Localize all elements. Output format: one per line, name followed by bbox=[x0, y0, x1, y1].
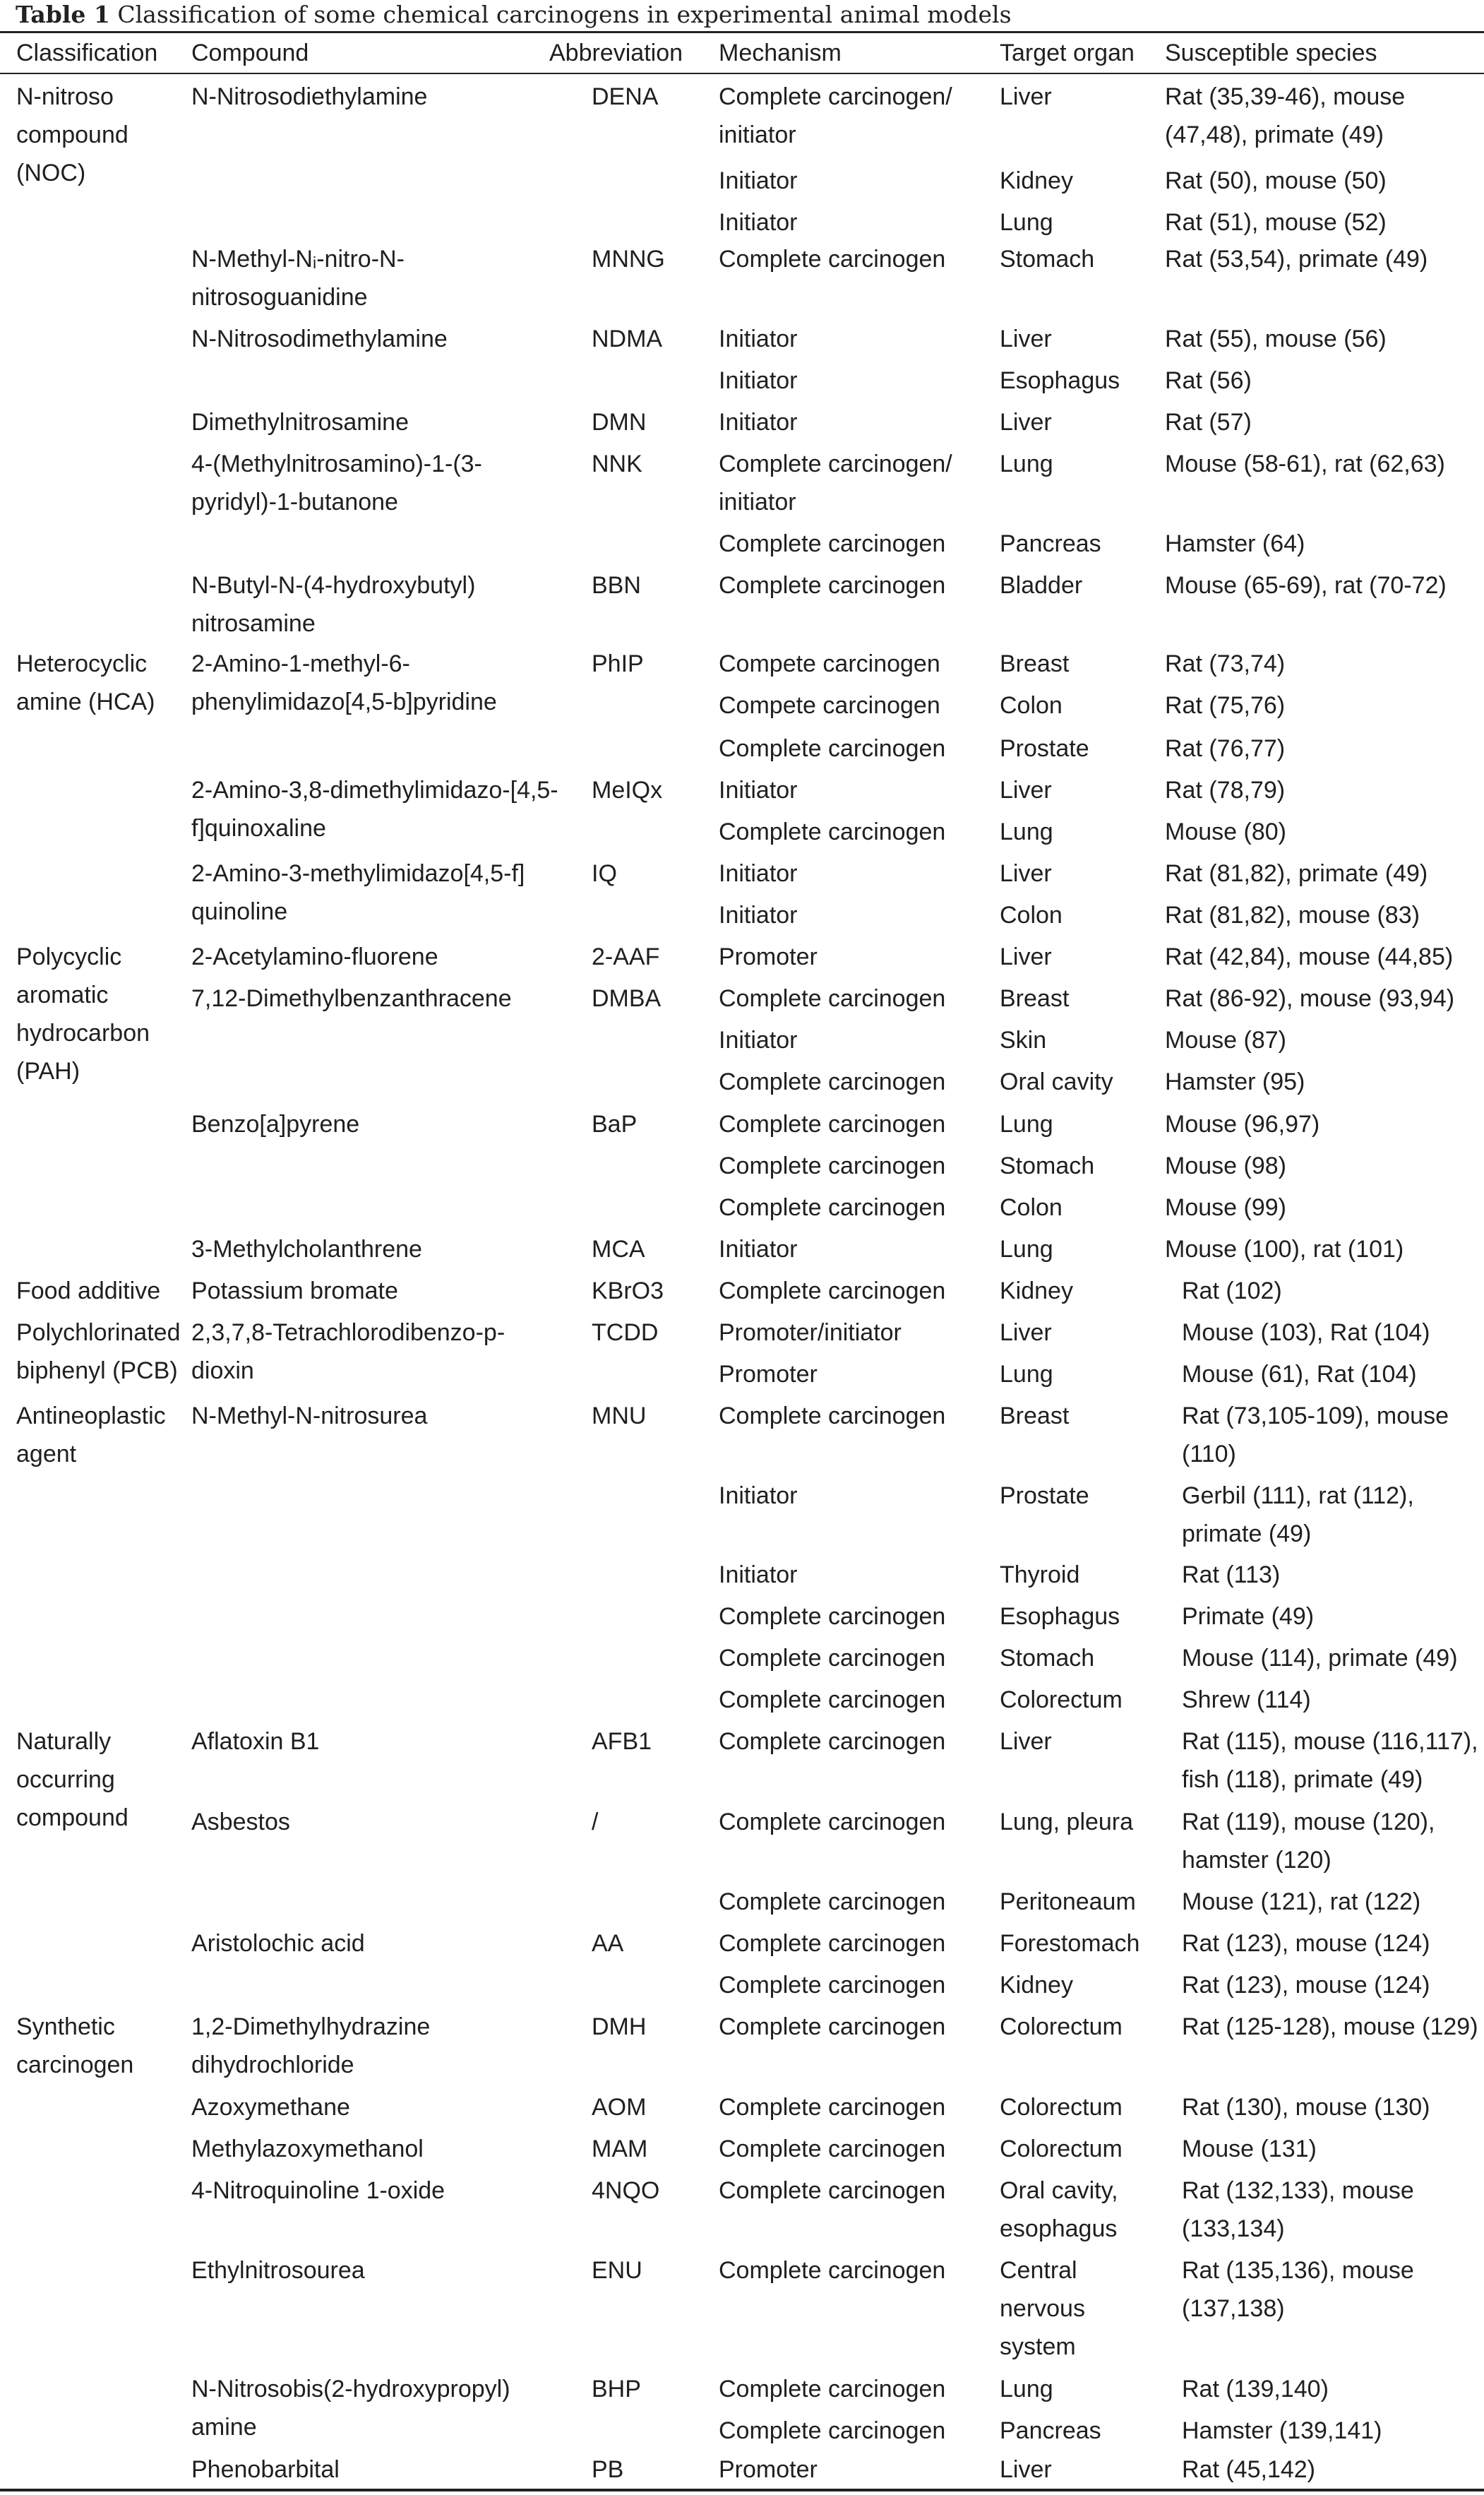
mechanism-cell: Complete carcinogen bbox=[719, 1809, 946, 1835]
target-organ-cell: Oral cavity, esophagus bbox=[1000, 2177, 1118, 2242]
mechanism-cell: Initiator bbox=[719, 209, 798, 236]
mechanism-cell: Complete carcinogen bbox=[719, 1603, 946, 1630]
table-caption-label: Table 1 bbox=[16, 1, 110, 28]
abbreviation-cell: DMBA bbox=[592, 985, 662, 1012]
target-organ-cell: Breast bbox=[1000, 650, 1070, 677]
target-organ-cell: Pancreas bbox=[1000, 530, 1101, 557]
classification-cell: Naturally occurring compound bbox=[16, 1728, 128, 1831]
table-header-rule bbox=[0, 73, 1484, 74]
mechanism-cell: Promoter/initiator bbox=[719, 1319, 902, 1346]
compound-cell: 4-Nitroquinoline 1-oxide bbox=[191, 2177, 445, 2204]
target-organ-cell: Lung bbox=[1000, 2376, 1053, 2402]
mechanism-cell: Complete carcinogen bbox=[719, 1068, 946, 1095]
abbreviation-cell: BBN bbox=[592, 572, 641, 599]
species-cell: Mouse (121), rat (122) bbox=[1182, 1888, 1421, 1915]
compound-cell: 4-(Methylnitrosamino)-1-(3-pyridyl)-1-butanone bbox=[191, 451, 482, 516]
mechanism-cell: Promoter bbox=[719, 2456, 818, 2483]
species-cell: Mouse (87) bbox=[1165, 1027, 1286, 1054]
abbreviation-cell: PhIP bbox=[592, 650, 644, 677]
target-organ-cell: Esophagus bbox=[1000, 367, 1120, 394]
table-bottom-rule bbox=[0, 2489, 1484, 2491]
mechanism-cell: Complete carcinogen bbox=[719, 530, 946, 557]
abbreviation-cell: DMN bbox=[592, 409, 647, 436]
target-organ-cell: Lung bbox=[1000, 818, 1053, 845]
target-organ-cell: Breast bbox=[1000, 1403, 1070, 1429]
target-organ-cell: Colorectum bbox=[1000, 2136, 1123, 2162]
abbreviation-cell: BHP bbox=[592, 2376, 641, 2402]
mechanism-cell: Complete carcinogen bbox=[719, 2177, 946, 2204]
abbreviation-cell: BaP bbox=[592, 1111, 638, 1138]
compound-cell: N-Nitrosodimethylamine bbox=[191, 326, 448, 352]
mechanism-cell: Complete carcinogen bbox=[719, 2417, 946, 2444]
compound-cell: N-Methyl-N-nitrosurea bbox=[191, 1403, 428, 1429]
column-header-target-organ: Target organ bbox=[1000, 40, 1135, 66]
mechanism-cell: Complete carcinogen bbox=[719, 818, 946, 845]
species-cell: Rat (55), mouse (56) bbox=[1165, 326, 1387, 352]
mechanism-cell: Complete carcinogen bbox=[719, 1728, 946, 1755]
target-organ-cell: Liver bbox=[1000, 1319, 1052, 1346]
classification-cell: Antineoplastic agent bbox=[16, 1403, 166, 1467]
target-organ-cell: Liver bbox=[1000, 1728, 1052, 1755]
species-cell: Rat (53,54), primate (49) bbox=[1165, 246, 1428, 273]
mechanism-cell: Complete carcinogen bbox=[719, 1972, 946, 1999]
target-organ-cell: Lung bbox=[1000, 1236, 1053, 1263]
mechanism-cell: Complete carcinogen bbox=[719, 2376, 946, 2402]
target-organ-cell: Liver bbox=[1000, 777, 1052, 804]
compound-cell: Dimethylnitrosamine bbox=[191, 409, 409, 436]
mechanism-cell: Initiator bbox=[719, 777, 798, 804]
species-cell: Mouse (99) bbox=[1165, 1194, 1286, 1221]
abbreviation-cell: NNK bbox=[592, 451, 642, 477]
species-cell: Rat (81,82), primate (49) bbox=[1165, 860, 1428, 887]
column-header-susceptible-species: Susceptible species bbox=[1165, 40, 1377, 66]
target-organ-cell: Stomach bbox=[1000, 1153, 1095, 1179]
mechanism-cell: Initiator bbox=[719, 1482, 798, 1509]
mechanism-cell: Initiator bbox=[719, 860, 798, 887]
mechanism-cell: Compete carcinogen bbox=[719, 650, 940, 677]
target-organ-cell: Colorectum bbox=[1000, 1686, 1123, 1713]
target-organ-cell: Colon bbox=[1000, 692, 1063, 719]
classification-cell: Polycyclic aromatic hydrocarbon (PAH) bbox=[16, 943, 150, 1085]
mechanism-cell: Initiator bbox=[719, 1561, 798, 1588]
abbreviation-cell: MNU bbox=[592, 1403, 647, 1429]
mechanism-cell: Compete carcinogen bbox=[719, 692, 940, 719]
target-organ-cell: Prostate bbox=[1000, 735, 1089, 762]
compound-cell: N-Nitrosobis(2-hydroxypropyl) amine bbox=[191, 2376, 510, 2441]
species-cell: Mouse (103), Rat (104) bbox=[1182, 1319, 1430, 1346]
target-organ-cell: Lung bbox=[1000, 1361, 1053, 1388]
compound-cell: N-Nitrosodiethylamine bbox=[191, 83, 428, 110]
species-cell: Mouse (114), primate (49) bbox=[1182, 1645, 1458, 1672]
species-cell: Rat (132,133), mouse (133,134) bbox=[1182, 2177, 1414, 2242]
compound-cell: 3-Methylcholanthrene bbox=[191, 1236, 422, 1263]
species-cell: Rat (115), mouse (116,117), fish (118), primate (49) bbox=[1182, 1728, 1478, 1793]
compound-cell: Phenobarbital bbox=[191, 2456, 340, 2483]
compound-cell: Methylazoxymethanol bbox=[191, 2136, 424, 2162]
species-cell: Rat (102) bbox=[1182, 1278, 1282, 1304]
species-cell: Rat (57) bbox=[1165, 409, 1252, 436]
species-cell: Rat (42,84), mouse (44,85) bbox=[1165, 943, 1454, 970]
abbreviation-cell: NDMA bbox=[592, 326, 663, 352]
compound-cell: 2-Amino-3-methylimidazo[4,5-f] quinoline bbox=[191, 860, 525, 925]
target-organ-cell: Breast bbox=[1000, 985, 1070, 1012]
species-cell: Mouse (80) bbox=[1165, 818, 1286, 845]
compound-cell: N-Methyl-Nᵢ-nitro-N-nitrosoguanidine bbox=[191, 246, 405, 311]
mechanism-cell: Initiator bbox=[719, 326, 798, 352]
mechanism-cell: Complete carcinogen bbox=[719, 1403, 946, 1429]
mechanism-cell: Complete carcinogen bbox=[719, 1930, 946, 1957]
species-cell: Rat (76,77) bbox=[1165, 735, 1286, 762]
abbreviation-cell: IQ bbox=[592, 860, 617, 887]
mechanism-cell: Complete carcinogen bbox=[719, 246, 946, 273]
target-organ-cell: Thyroid bbox=[1000, 1561, 1080, 1588]
target-organ-cell: Central nervous system bbox=[1000, 2257, 1085, 2360]
target-organ-cell: Forestomach bbox=[1000, 1930, 1140, 1957]
species-cell: Mouse (58-61), rat (62,63) bbox=[1165, 451, 1445, 477]
species-cell: Hamster (139,141) bbox=[1182, 2417, 1382, 2444]
species-cell: Rat (78,79) bbox=[1165, 777, 1286, 804]
species-cell: Mouse (98) bbox=[1165, 1153, 1286, 1179]
mechanism-cell: Complete carcinogen bbox=[719, 1278, 946, 1304]
target-organ-cell: Liver bbox=[1000, 943, 1052, 970]
target-organ-cell: Lung bbox=[1000, 1111, 1053, 1138]
abbreviation-cell: TCDD bbox=[592, 1319, 659, 1346]
compound-cell: Aristolochic acid bbox=[191, 1930, 365, 1957]
species-cell: Mouse (96,97) bbox=[1165, 1111, 1320, 1138]
species-cell: Rat (45,142) bbox=[1182, 2456, 1315, 2483]
classification-cell: Polychlorinated biphenyl (PCB) bbox=[16, 1319, 181, 1384]
mechanism-cell: Complete carcinogen bbox=[719, 2013, 946, 2040]
species-cell: Primate (49) bbox=[1182, 1603, 1315, 1630]
compound-cell: 2-Amino-3,8-dimethylimidazo-[4,5-f]quinoxaline bbox=[191, 777, 558, 842]
abbreviation-cell: DENA bbox=[592, 83, 659, 110]
species-cell: Hamster (95) bbox=[1165, 1068, 1305, 1095]
mechanism-cell: Complete carcinogen bbox=[719, 735, 946, 762]
mechanism-cell: Initiator bbox=[719, 1236, 798, 1263]
target-organ-cell: Lung, pleura bbox=[1000, 1809, 1134, 1835]
mechanism-cell: Complete carcinogen bbox=[719, 2094, 946, 2121]
species-cell: Rat (81,82), mouse (83) bbox=[1165, 902, 1420, 929]
abbreviation-cell: AA bbox=[592, 1930, 624, 1957]
mechanism-cell: Initiator bbox=[719, 902, 798, 929]
target-organ-cell: Skin bbox=[1000, 1027, 1047, 1054]
target-organ-cell: Stomach bbox=[1000, 246, 1095, 273]
mechanism-cell: Initiator bbox=[719, 367, 798, 394]
mechanism-cell: Complete carcinogen/ initiator bbox=[719, 451, 952, 516]
compound-cell: Aflatoxin B1 bbox=[191, 1728, 320, 1755]
species-cell: Gerbil (111), rat (112), primate (49) bbox=[1182, 1482, 1414, 1547]
target-organ-cell: Liver bbox=[1000, 2456, 1052, 2483]
compound-cell: 7,12-Dimethylbenzanthracene bbox=[191, 985, 512, 1012]
compound-cell: 1,2-Dimethylhydrazine dihydrochloride bbox=[191, 2013, 431, 2078]
mechanism-cell: Initiator bbox=[719, 409, 798, 436]
abbreviation-cell: MNNG bbox=[592, 246, 665, 273]
target-organ-cell: Lung bbox=[1000, 209, 1053, 236]
target-organ-cell: Liver bbox=[1000, 409, 1052, 436]
compound-cell: 2-Acetylamino-fluorene bbox=[191, 943, 438, 970]
abbreviation-cell: ENU bbox=[592, 2257, 642, 2284]
species-cell: Rat (56) bbox=[1165, 367, 1252, 394]
target-organ-cell: Oral cavity bbox=[1000, 1068, 1113, 1095]
species-cell: Mouse (61), Rat (104) bbox=[1182, 1361, 1417, 1388]
classification-cell: Food additive bbox=[16, 1278, 161, 1304]
abbreviation-cell: KBrO3 bbox=[592, 1278, 664, 1304]
compound-cell: Potassium bromate bbox=[191, 1278, 398, 1304]
abbreviation-cell: MCA bbox=[592, 1236, 645, 1263]
mechanism-cell: Complete carcinogen bbox=[719, 1888, 946, 1915]
abbreviation-cell: 2-AAF bbox=[592, 943, 660, 970]
mechanism-cell: Promoter bbox=[719, 1361, 818, 1388]
compound-cell: Benzo[a]pyrene bbox=[191, 1111, 360, 1138]
target-organ-cell: Stomach bbox=[1000, 1645, 1095, 1672]
species-cell: Rat (123), mouse (124) bbox=[1182, 1930, 1430, 1957]
classification-cell: N-nitroso compound (NOC) bbox=[16, 83, 128, 186]
target-organ-cell: Liver bbox=[1000, 860, 1052, 887]
target-organ-cell: Kidney bbox=[1000, 1972, 1073, 1999]
abbreviation-cell: AOM bbox=[592, 2094, 647, 2121]
classification-cell: Synthetic carcinogen bbox=[16, 2013, 134, 2078]
species-cell: Mouse (131) bbox=[1182, 2136, 1317, 2162]
compound-cell: Ethylnitrosourea bbox=[191, 2257, 365, 2284]
compound-cell: Asbestos bbox=[191, 1809, 290, 1835]
mechanism-cell: Complete carcinogen bbox=[719, 1194, 946, 1221]
abbreviation-cell: MeIQx bbox=[592, 777, 663, 804]
mechanism-cell: Initiator bbox=[719, 1027, 798, 1054]
mechanism-cell: Initiator bbox=[719, 167, 798, 194]
target-organ-cell: Colorectum bbox=[1000, 2013, 1123, 2040]
target-organ-cell: Kidney bbox=[1000, 167, 1073, 194]
compound-cell: 2-Amino-1-methyl-6-phenylimidazo[4,5-b]pyridine bbox=[191, 650, 497, 715]
species-cell: Mouse (100), rat (101) bbox=[1165, 1236, 1404, 1263]
abbreviation-cell: DMH bbox=[592, 2013, 647, 2040]
target-organ-cell: Esophagus bbox=[1000, 1603, 1120, 1630]
column-header-compound: Compound bbox=[191, 40, 309, 66]
target-organ-cell: Liver bbox=[1000, 83, 1052, 110]
target-organ-cell: Lung bbox=[1000, 451, 1053, 477]
mechanism-cell: Complete carcinogen bbox=[719, 1645, 946, 1672]
mechanism-cell: Promoter bbox=[719, 943, 818, 970]
species-cell: Rat (139,140) bbox=[1182, 2376, 1329, 2402]
species-cell: Rat (130), mouse (130) bbox=[1182, 2094, 1430, 2121]
mechanism-cell: Complete carcinogen bbox=[719, 2257, 946, 2284]
classification-cell: Heterocyclic amine (HCA) bbox=[16, 650, 155, 715]
mechanism-cell: Complete carcinogen bbox=[719, 1111, 946, 1138]
mechanism-cell: Complete carcinogen bbox=[719, 2136, 946, 2162]
table-top-rule bbox=[0, 31, 1484, 33]
abbreviation-cell: AFB1 bbox=[592, 1728, 652, 1755]
mechanism-cell: Complete carcinogen bbox=[719, 1153, 946, 1179]
column-header-classification: Classification bbox=[16, 40, 158, 66]
species-cell: Rat (123), mouse (124) bbox=[1182, 1972, 1430, 1999]
species-cell: Rat (75,76) bbox=[1165, 692, 1286, 719]
species-cell: Shrew (114) bbox=[1182, 1686, 1311, 1713]
target-organ-cell: Peritoneaum bbox=[1000, 1888, 1136, 1915]
abbreviation-cell: PB bbox=[592, 2456, 624, 2483]
species-cell: Rat (119), mouse (120), hamster (120) bbox=[1182, 1809, 1435, 1874]
species-cell: Rat (51), mouse (52) bbox=[1165, 209, 1387, 236]
species-cell: Hamster (64) bbox=[1165, 530, 1305, 557]
species-cell: Rat (73,74) bbox=[1165, 650, 1286, 677]
species-cell: Rat (35,39-46), mouse (47,48), primate (49) bbox=[1165, 83, 1406, 148]
target-organ-cell: Liver bbox=[1000, 326, 1052, 352]
compound-cell: Azoxymethane bbox=[191, 2094, 350, 2121]
mechanism-cell: Complete carcinogen bbox=[719, 1686, 946, 1713]
target-organ-cell: Pancreas bbox=[1000, 2417, 1101, 2444]
species-cell: Rat (73,105-109), mouse (110) bbox=[1182, 1403, 1449, 1467]
abbreviation-cell: MAM bbox=[592, 2136, 648, 2162]
species-cell: Mouse (65-69), rat (70-72) bbox=[1165, 572, 1447, 599]
species-cell: Rat (125-128), mouse (129) bbox=[1182, 2013, 1478, 2040]
species-cell: Rat (86-92), mouse (93,94) bbox=[1165, 985, 1455, 1012]
column-header-mechanism: Mechanism bbox=[719, 40, 842, 66]
compound-cell: N-Butyl-N-(4-hydroxybutyl) nitrosamine bbox=[191, 572, 476, 637]
abbreviation-cell: 4NQO bbox=[592, 2177, 660, 2204]
species-cell: Rat (135,136), mouse (137,138) bbox=[1182, 2257, 1414, 2322]
target-organ-cell: Bladder bbox=[1000, 572, 1083, 599]
column-header-abbreviation: Abbreviation bbox=[549, 40, 683, 66]
species-cell: Rat (113) bbox=[1182, 1561, 1281, 1588]
target-organ-cell: Colon bbox=[1000, 902, 1063, 929]
table-caption-text: Classification of some chemical carcinogens in experimental animal models bbox=[117, 1, 1012, 28]
target-organ-cell: Colon bbox=[1000, 1194, 1063, 1221]
compound-cell: 2,3,7,8-Tetrachlorodibenzo-p-dioxin bbox=[191, 1319, 505, 1384]
target-organ-cell: Prostate bbox=[1000, 1482, 1089, 1509]
target-organ-cell: Kidney bbox=[1000, 1278, 1073, 1304]
abbreviation-cell: / bbox=[592, 1809, 599, 1835]
target-organ-cell: Colorectum bbox=[1000, 2094, 1123, 2121]
mechanism-cell: Complete carcinogen bbox=[719, 572, 946, 599]
mechanism-cell: Complete carcinogen/ initiator bbox=[719, 83, 952, 148]
species-cell: Rat (50), mouse (50) bbox=[1165, 167, 1387, 194]
mechanism-cell: Complete carcinogen bbox=[719, 985, 946, 1012]
